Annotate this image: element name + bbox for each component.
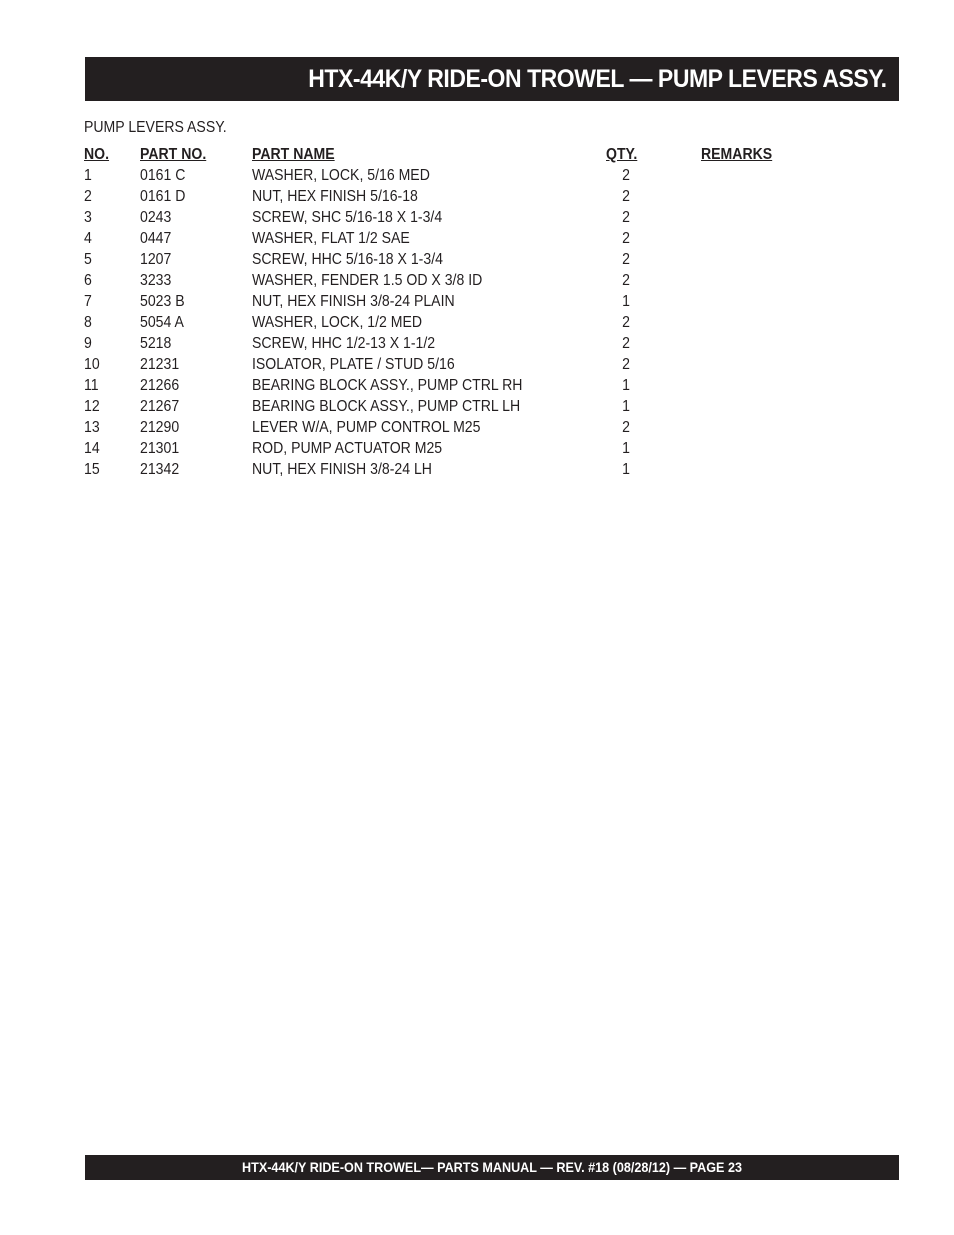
cell-qty: 2 [622, 167, 630, 184]
cell-part-no: 5054 A [140, 314, 184, 331]
cell-part-no: 3233 [140, 272, 172, 289]
cell-part-name: SCREW, HHC 5/16-18 X 1-3/4 [252, 251, 443, 268]
table-row [84, 417, 844, 438]
cell-part-no: 21266 [140, 377, 180, 394]
table-row [84, 375, 844, 396]
cell-part-name: WASHER, LOCK, 1/2 MED [252, 314, 423, 331]
page-header-bar [85, 57, 899, 101]
table-row [84, 396, 844, 417]
cell-part-no: 21267 [140, 398, 180, 415]
cell-part-name: NUT, HEX FINISH 3/8-24 LH [252, 461, 432, 478]
cell-part-name: NUT, HEX FINISH 3/8-24 PLAIN [252, 293, 455, 310]
cell-part-name: WASHER, FLAT 1/2 SAE [252, 230, 410, 247]
cell-part-no: 0447 [140, 230, 172, 247]
column-header-qty: QTY. [606, 146, 638, 163]
cell-no: 14 [84, 440, 100, 457]
table-body [84, 165, 844, 480]
cell-part-no: 5023 B [140, 293, 185, 310]
cell-part-name: ROD, PUMP ACTUATOR M25 [252, 440, 443, 457]
cell-qty: 1 [622, 293, 630, 310]
cell-qty: 2 [622, 356, 630, 373]
cell-qty: 2 [622, 230, 630, 247]
cell-part-no: 0243 [140, 209, 172, 226]
cell-part-name: SCREW, SHC 5/16-18 X 1-3/4 [252, 209, 443, 226]
cell-qty: 1 [622, 398, 630, 415]
section-title: PUMP LEVERS ASSY. [84, 119, 227, 136]
cell-part-no: 21290 [140, 419, 180, 436]
column-header-part-name: PART NAME [252, 146, 335, 163]
table-row [84, 165, 844, 186]
table-row [84, 291, 844, 312]
cell-part-no: 5218 [140, 335, 172, 352]
cell-no: 3 [84, 209, 92, 226]
page-footer-text: HTX-44K/Y RIDE-ON TROWEL— PARTS MANUAL — REV. #18 (08/28/12) — PAGE 23 [242, 1159, 742, 1175]
cell-no: 1 [84, 167, 92, 184]
cell-no: 6 [84, 272, 92, 289]
cell-part-no: 0161 D [140, 188, 186, 205]
cell-no: 12 [84, 398, 100, 415]
cell-qty: 2 [622, 188, 630, 205]
table-row [84, 228, 844, 249]
cell-part-name: WASHER, LOCK, 5/16 MED [252, 167, 430, 184]
cell-qty: 2 [622, 335, 630, 352]
cell-qty: 2 [622, 314, 630, 331]
cell-part-name: BEARING BLOCK ASSY., PUMP CTRL RH [252, 377, 523, 394]
cell-no: 4 [84, 230, 92, 247]
cell-qty: 2 [622, 272, 630, 289]
column-header-no: NO. [84, 146, 110, 163]
cell-part-no: 21231 [140, 356, 180, 373]
cell-no: 8 [84, 314, 92, 331]
table-row [84, 207, 844, 228]
cell-part-no: 21342 [140, 461, 180, 478]
cell-no: 13 [84, 419, 100, 436]
cell-part-name: WASHER, FENDER 1.5 OD X 3/8 ID [252, 272, 483, 289]
table-row [84, 270, 844, 291]
parts-table [84, 144, 844, 480]
cell-no: 5 [84, 251, 92, 268]
cell-qty: 1 [622, 440, 630, 457]
cell-part-no: 1207 [140, 251, 172, 268]
cell-no: 7 [84, 293, 92, 310]
cell-qty: 2 [622, 209, 630, 226]
cell-part-name: LEVER W/A, PUMP CONTROL M25 [252, 419, 481, 436]
cell-no: 15 [84, 461, 100, 478]
cell-part-name: BEARING BLOCK ASSY., PUMP CTRL LH [252, 398, 521, 415]
table-row [84, 354, 844, 375]
table-row [84, 312, 844, 333]
cell-part-no: 0161 C [140, 167, 186, 184]
table-row [84, 438, 844, 459]
cell-no: 11 [84, 377, 99, 394]
cell-qty: 1 [622, 461, 630, 478]
table-row [84, 249, 844, 270]
cell-part-no: 21301 [140, 440, 180, 457]
table-row [84, 186, 844, 207]
table-row [84, 333, 844, 354]
cell-part-name: SCREW, HHC 1/2-13 X 1-1/2 [252, 335, 436, 352]
cell-no: 2 [84, 188, 92, 205]
cell-part-name: NUT, HEX FINISH 5/16-18 [252, 188, 418, 205]
cell-no: 9 [84, 335, 92, 352]
page-footer-bar [85, 1155, 899, 1180]
column-header-remarks: REMARKS [701, 146, 773, 163]
table-header-row [84, 144, 844, 165]
table-row [84, 459, 844, 480]
page-title: HTX-44K/Y RIDE-ON TROWEL — PUMP LEVERS ASSY. [308, 65, 887, 93]
column-header-part-no: PART NO. [140, 146, 207, 163]
cell-qty: 2 [622, 251, 630, 268]
cell-qty: 1 [622, 377, 630, 394]
cell-part-name: ISOLATOR, PLATE / STUD 5/16 [252, 356, 455, 373]
cell-no: 10 [84, 356, 100, 373]
cell-qty: 2 [622, 419, 630, 436]
